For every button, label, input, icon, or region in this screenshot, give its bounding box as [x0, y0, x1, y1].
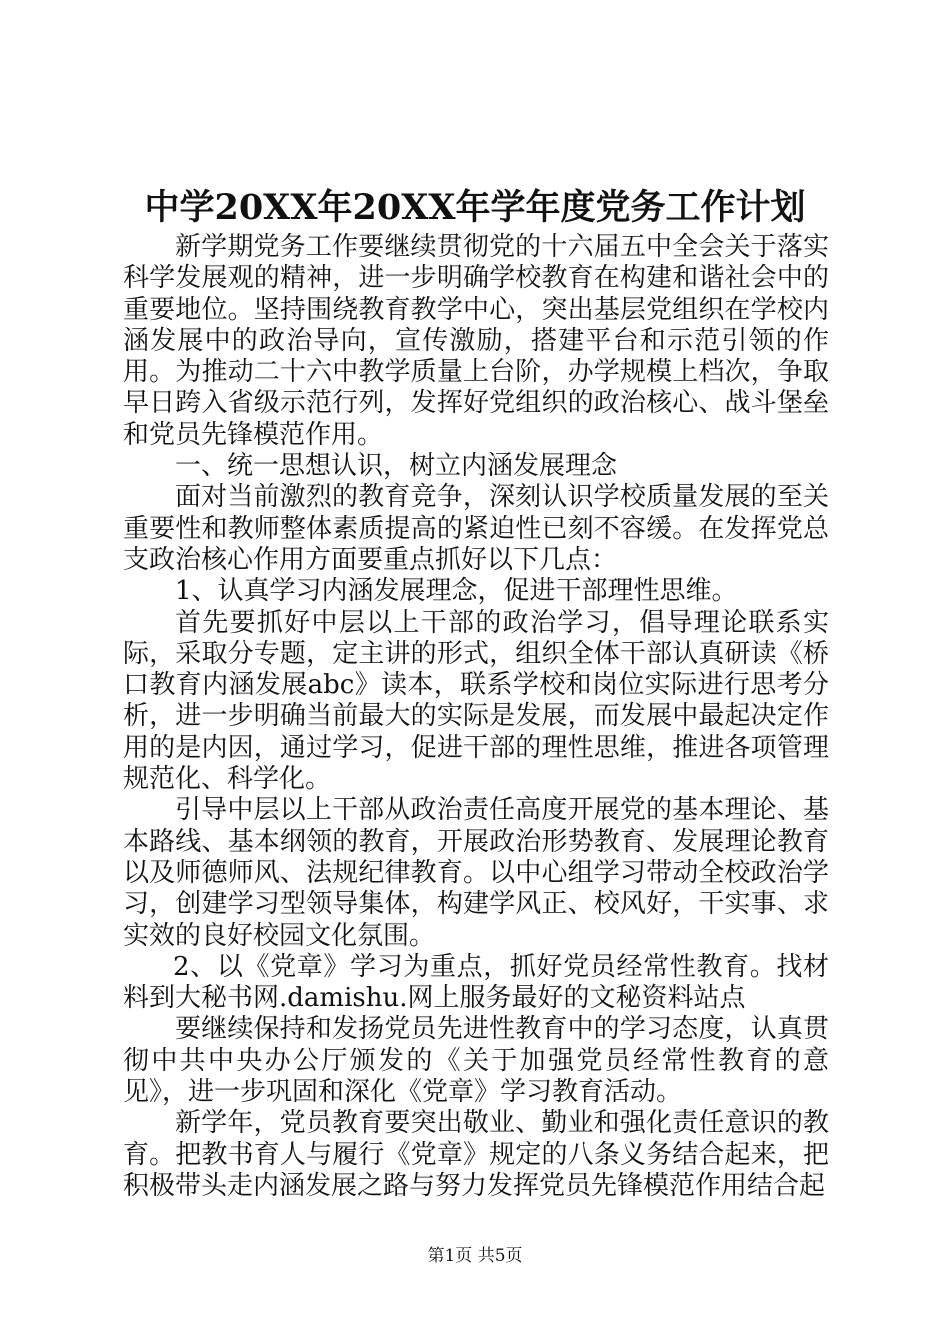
- paragraph-item-1-detail-a: 首先要抓好中层以上干部的政治学习，倡导理论联系实际，采取分专题，定主讲的形式，组织全体干部认真研读《桥口教育内涵发展abc》读本，联系学校和岗位实际进行思考分析，进一步明确当前最大的实际是发展，而发展中最起决定作用的是内因，通过学习，促进干部的理性思维，推进各项管理规范化、科学化。: [123, 607, 829, 795]
- paragraph-item-2-detail-a: 要继续保持和发扬党员先进性教育中的学习态度，认真贯彻中共中央办公厅颁发的《关于加强党员经常性教育的意见》，进一步巩固和深化《党章》学习教育活动。: [123, 1014, 829, 1108]
- document-title: 中学20XX年20XX年学年度党务工作计划: [144, 187, 806, 228]
- section-heading-1: 一、统一思想认识，树立内涵发展理念: [175, 451, 618, 482]
- page-footer: 第1页 共5页: [427, 1246, 523, 1266]
- paragraph-item-1-detail-b: 引导中层以上干部从政治责任高度开展党的基本理论、基本路线、基本纲领的教育，开展政治形势教育、发展理论教育以及师德师风、法规纪律教育。以中心组学习带动全校政治学习，创建学习型领导集体，构建学风正、校风好，干实事、求实效的良好校园文化氛围。: [123, 795, 829, 951]
- paragraph-item-2-detail-b: 新学年，党员教育要突出敬业、勤业和强化责任意识的教育。把教书育人与履行《党章》规定的八条义务结合起来，把积极带头走内涵发展之路与努力发挥党员先锋模范作用结合起: [123, 1108, 829, 1201]
- paragraph-section-1: 面对当前激烈的教育竞争，深刻认识学校质量发展的至关重要性和教师整体素质提高的紧迫性已刻不容缓。在发挥党总支政治核心作用方面要重点抓好以下几点：: [123, 482, 829, 575]
- document-body: [123, 232, 829, 1202]
- list-item-1: 1、认真学习内涵发展理念，促进干部理性思维。: [175, 576, 738, 607]
- paragraph-intro: 新学期党务工作要继续贯彻党的十六届五中全会关于落实科学发展观的精神，进一步明确学校教育在构建和谐社会中的重要地位。坚持围绕教育教学中心，突出基层党组织在学校内涵发展中的政治导向，宣传激励，搭建平台和示范引领的作用。为推动二十六中教学质量上台阶，办学规模上档次，争取早日跨入省级示范行列，发挥好党组织的政治核心、战斗堡垒和党员先锋模范作用。: [123, 232, 829, 450]
- list-item-2: 2、以《党章》学习为重点，抓好党员经常性教育。找材料到大秘书网.damishu.网上服务最好的文秘资料站点: [123, 951, 829, 1014]
